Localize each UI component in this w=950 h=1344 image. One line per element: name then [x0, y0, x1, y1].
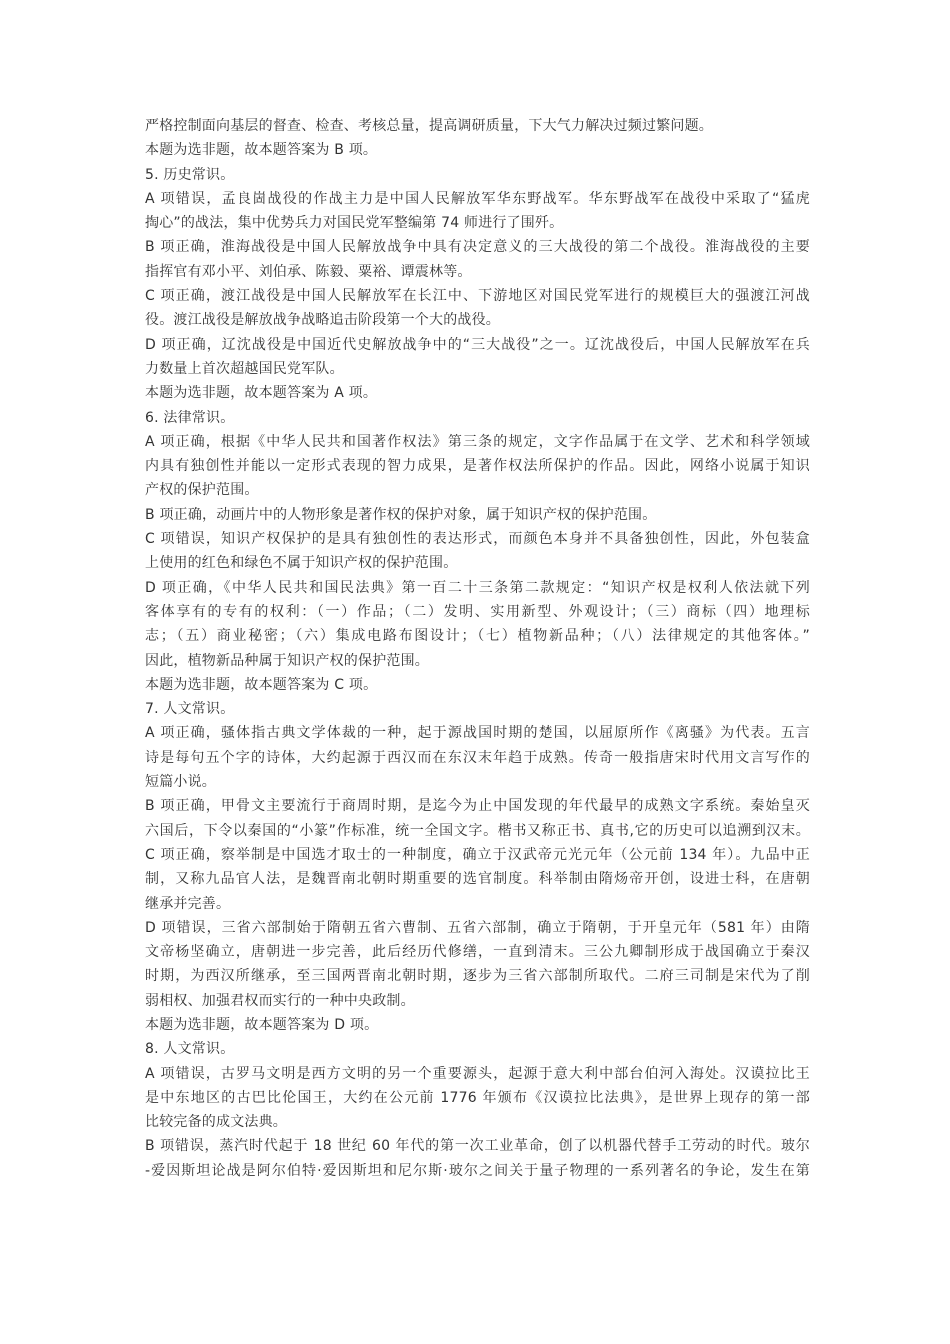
text-line: 指挥官有邓小平、刘伯承、陈毅、粟裕、谭震林等。: [145, 263, 472, 280]
text-line: 掏心”的战法，集中优势兵力对国民党军整编第 74 师进行了围歼。: [145, 215, 564, 232]
text-line: -爱因斯坦论战是阿尔伯特·爱因斯坦和尼尔斯·玻尔之间关于量子物理的一系列著名的争论，发生在第: [145, 1162, 810, 1179]
text-line: D 项正确，辽沈战役是中国近代史解放战争中的“三大战役”之一。辽沈战役后，中国人民解放军在兵: [145, 336, 810, 353]
text-line: 文帝杨坚确立，唐朝进一步完善，此后经历代修缮，一直到清末。三公九卿制形成于战国确立于秦汉: [145, 944, 810, 961]
answer-line: 本题为选非题，故本题答案为 C 项。: [145, 676, 378, 693]
text-line: 比较完备的成文法典。: [145, 1114, 287, 1131]
text-line: D 项错误，三省六部制始于隋朝五省六曹制、五省六部制，确立于隋朝，于开皇元年（581 年）由隋: [145, 919, 810, 936]
text-line: 役。渡江战役是解放战争战略追击阶段第一个大的战役。: [145, 312, 500, 329]
text-line: C 项正确，察举制是中国选才取士的一种制度，确立于汉武帝元光元年（公元前 134 年）。九品中正: [145, 846, 810, 863]
answer-line: 本题为选非题，故本题答案为 B 项。: [145, 142, 378, 159]
text-line: A 项错误，孟良崮战役的作战主力是中国人民解放军华东野战军。华东野战军在战役中采取了“猛虎: [145, 190, 810, 207]
question-heading: 6. 法律常识。: [145, 409, 235, 426]
text-line: B 项正确，甲骨文主要流行于商周时期，是迄今为止中国发现的年代最早的成熟文字系统。秦始皇灭: [145, 798, 810, 815]
text-line: 客体享有的专有的权利：（一）作品；（二）发明、实用新型、外观设计；（三）商标（四）地理标: [145, 603, 810, 620]
text-line: 六国后，下令以秦国的“小篆”作标准，统一全国文字。楷书又称正书、真书,它的历史可以追溯到汉末。: [145, 822, 810, 839]
question-heading: 7. 人文常识。: [145, 701, 235, 718]
text-line: 弱相权、加强君权而实行的一种中央政制。: [145, 992, 415, 1009]
text-line: 力数量上首次超越国民党军队。: [145, 360, 344, 377]
text-line: B 项正确，淮海战役是中国人民解放战争中具有决定意义的三大战役的第二个战役。淮海战役的主要: [145, 239, 810, 256]
text-line: C 项错误，知识产权保护的是具有独创性的表达形式，而颜色本身并不具备独创性，因此，外包装盒: [145, 531, 810, 548]
text-line: C 项正确，渡江战役是中国人民解放军在长江中、下游地区对国民党军进行的规模巨大的强渡江河战: [145, 288, 810, 305]
text-line: A 项错误，古罗马文明是西方文明的另一个重要源头，起源于意大利中部台伯河入海处。汉谟拉比王: [145, 1065, 810, 1082]
text-line: 诗是每句五个字的诗体，大约起源于西汉而在东汉末年趋于成熟。传奇一般指唐宋时代用文言写作的: [145, 749, 810, 766]
text-line: D 项正确，《中华人民共和国民法典》第一百二十三条第二款规定：“知识产权是权利人依法就下列: [145, 579, 810, 596]
text-line: 短篇小说。: [145, 774, 216, 791]
text-line: 是中东地区的古巴比伦国王，大约在公元前 1776 年颁布《汉谟拉比法典》，是世界上现存的第一部: [145, 1089, 810, 1106]
text-line: 时期，为西汉所继承，至三国两晋南北朝时期，逐步为三省六部制所取代。二府三司制是宋代为了削: [145, 968, 810, 985]
question-heading: 8. 人文常识。: [145, 1041, 235, 1058]
question-heading: 5. 历史常识。: [145, 166, 235, 183]
text-line: 产权的保护范围。: [145, 482, 259, 499]
document-page: [145, 114, 810, 1183]
text-line: A 项正确，骚体指古典文学体裁的一种，起于源战国时期的楚国，以屈原所作《离骚》为代表。五言: [145, 725, 810, 742]
text-line: 内具有独创性并能以一定形式表现的智力成果，是著作权法所保护的作品。因此，网络小说属于知识: [145, 458, 810, 475]
text-line: 严格控制面向基层的督查、检查、考核总量，提高调研质量，下大气力解决过频过繁问题。: [145, 118, 713, 134]
text-line: 上使用的红色和绿色不属于知识产权的保护范围。: [145, 555, 458, 572]
text-line: B 项正确，动画片中的人物形象是著作权的保护对象，属于知识产权的保护范围。: [145, 506, 657, 523]
text-line: B 项错误，蒸汽时代起于 18 世纪 60 年代的第一次工业革命，创了以机器代替手工劳动的时代。玻尔: [145, 1138, 810, 1155]
text-line: 继承并完善。: [145, 895, 231, 912]
answer-line: 本题为选非题，故本题答案为 A 项。: [145, 385, 378, 402]
text-line: 制，又称九品官人法，是魏晋南北朝时期重要的选官制度。科举制由隋炀帝开创，设进士科，在唐朝: [145, 871, 810, 888]
text-line: A 项正确，根据《中华人民共和国著作权法》第三条的规定，文字作品属于在文学、艺术和科学领域: [145, 433, 810, 450]
text-line: 志；（五）商业秘密；（六）集成电路布图设计；（七）植物新品种；（八）法律规定的其他客体。”: [145, 628, 810, 645]
text-line: 因此，植物新品种属于知识产权的保护范围。: [145, 652, 429, 669]
answer-line: 本题为选非题，故本题答案为 D 项。: [145, 1016, 379, 1033]
